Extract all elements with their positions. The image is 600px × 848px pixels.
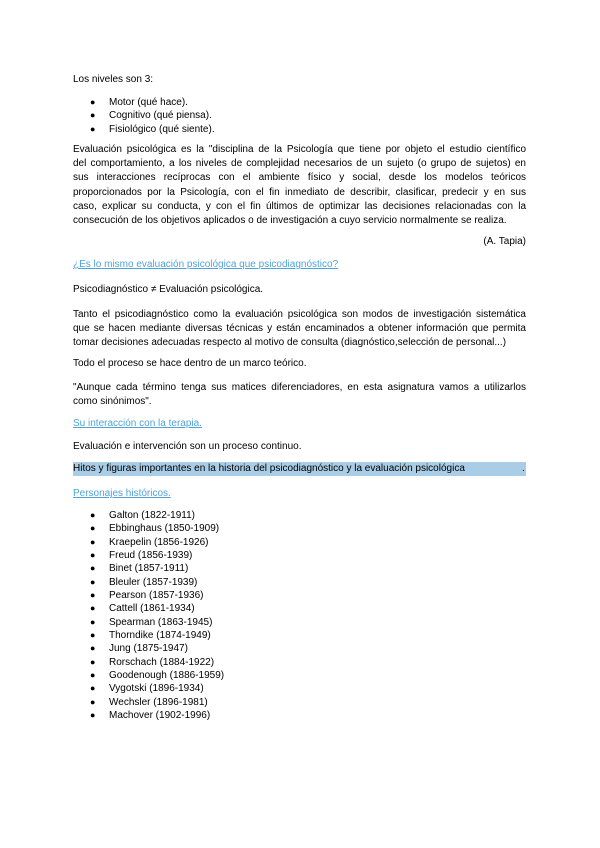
bullet-icon: ● — [90, 110, 96, 121]
figure-name: Pearson (1857-1936) — [109, 590, 204, 602]
bullet-icon: ● — [90, 696, 96, 707]
list-item — [90, 602, 224, 615]
list-item: ● Cognitivo (qué piensa). — [90, 110, 212, 122]
milestones-heading-highlight — [73, 462, 526, 476]
figure-name: Galton (1822-1911) — [109, 510, 195, 521]
list-item — [90, 616, 224, 629]
list-item — [90, 656, 224, 669]
bullet-icon: ● — [90, 536, 96, 547]
bullet-icon: ● — [90, 670, 96, 681]
milestones-heading: Hitos y figuras importantes en la historia del psicodiagnóstico y la evaluación psicológica — [73, 463, 465, 474]
bullet-icon: ● — [90, 616, 96, 627]
milestones-period: . — [522, 463, 525, 474]
bullet-icon: ● — [90, 630, 96, 641]
figure-name: Freud (1856-1939) — [109, 550, 193, 562]
figure-name: Wechsler (1896-1981) — [109, 696, 208, 708]
list-item — [90, 549, 224, 562]
historical-figures-list — [90, 509, 224, 723]
bullet-icon: ● — [90, 563, 96, 574]
list-item — [90, 562, 224, 575]
list-item — [90, 589, 224, 602]
bullet-icon: ● — [90, 123, 96, 134]
levels-intro: Los niveles son 3: — [73, 74, 154, 85]
levels-list — [90, 96, 215, 136]
figure-name: Jung (1875-1947) — [109, 643, 188, 655]
quote-paragraph: "Aunque cada término tenga sus matices diferenciadores, en esta asignatura vamos a utilizarlos como sinónimos". — [73, 382, 526, 408]
list-item — [90, 642, 224, 655]
bullet-icon: ● — [90, 590, 96, 601]
list-item — [90, 576, 224, 589]
figure-name: Vygotski (1896-1934) — [109, 683, 204, 695]
bullet-icon: ● — [90, 710, 96, 721]
list-item: ● Fisiológico (qué siente). — [90, 123, 215, 135]
bullet-icon: ● — [90, 576, 96, 587]
figure-name: Rorschach (1884-1922) — [109, 656, 215, 668]
bullet-icon: ● — [90, 510, 96, 520]
figure-name: Bleuler (1857-1939) — [109, 576, 198, 588]
list-item — [90, 682, 224, 695]
list-item — [90, 522, 224, 535]
historical-figures-heading-link[interactable]: Personajes históricos. — [73, 488, 171, 499]
bullet-icon: ● — [90, 550, 96, 561]
modes-paragraph: Tanto el psicodiagnóstico como la evaluación psicológica son modos de investigación sistemática que se hacen mediante diversas técnicas y están encaminados a obtener información que permita tomar decisiones adecuadas respecto al motivo de consulta (diagnóstico,selección de personal...) — [73, 309, 526, 349]
list-item — [90, 629, 224, 642]
definition-paragraph: Evaluación psicológica es la "disciplina de la Psicología que tiene por objeto el estudio científico del comportamiento, a los niveles de complejidad necesarios de un sujeto (o grupo de sujetos) en sus interacciones recíprocas con el ambiente físico y social, desde los modelos teóricos proporcionados por la Psicología, con el fin inmediato de describir, clasificar, predecir y en sus caso, explicar su conducta, y con el fin últimos de optimizar las decisiones relacionadas con la consecución de los objetivos aplicados o de investigación a cuyo servicio normalmente se realiza. — [73, 144, 526, 226]
figure-name: Thorndike (1874-1949) — [109, 630, 211, 642]
list-item — [90, 536, 224, 549]
figure-name: Ebbinghaus (1850-1909) — [109, 523, 220, 535]
list-item — [90, 669, 224, 682]
bullet-icon: ● — [90, 523, 96, 534]
not-equal-statement: Psicodiagnóstico ≠ Evaluación psicológica. — [73, 284, 264, 295]
continuous-process-statement: Evaluación e intervención son un proceso continuo. — [73, 441, 302, 452]
list-item — [90, 696, 224, 709]
bullet-icon: ● — [90, 97, 96, 107]
figure-name: Machover (1902-1996) — [109, 710, 211, 722]
list-item: ● Motor (qué hace). — [90, 97, 188, 108]
citation: (A. Tapia) — [483, 236, 526, 247]
theory-frame-statement: Todo el proceso se hace dentro de un marco teórico. — [73, 358, 307, 369]
bullet-icon: ● — [90, 656, 96, 667]
list-item — [90, 509, 224, 522]
bullet-icon: ● — [90, 683, 96, 694]
figure-name: Kraepelin (1856-1926) — [109, 536, 209, 548]
therapy-heading-link[interactable]: Su interacción con la terapia. — [73, 418, 202, 429]
list-item — [90, 709, 224, 722]
figure-name: Goodenough (1886-1959) — [109, 670, 225, 682]
figure-name: Spearman (1863-1945) — [109, 616, 213, 628]
bullet-icon: ● — [90, 643, 96, 654]
question-heading-link[interactable]: ¿Es lo mismo evaluación psicológica que psicodiagnóstico? — [73, 259, 339, 270]
figure-name: Cattell (1861-1934) — [109, 603, 195, 615]
bullet-icon: ● — [90, 603, 96, 614]
figure-name: Binet (1857-1911) — [109, 563, 189, 575]
